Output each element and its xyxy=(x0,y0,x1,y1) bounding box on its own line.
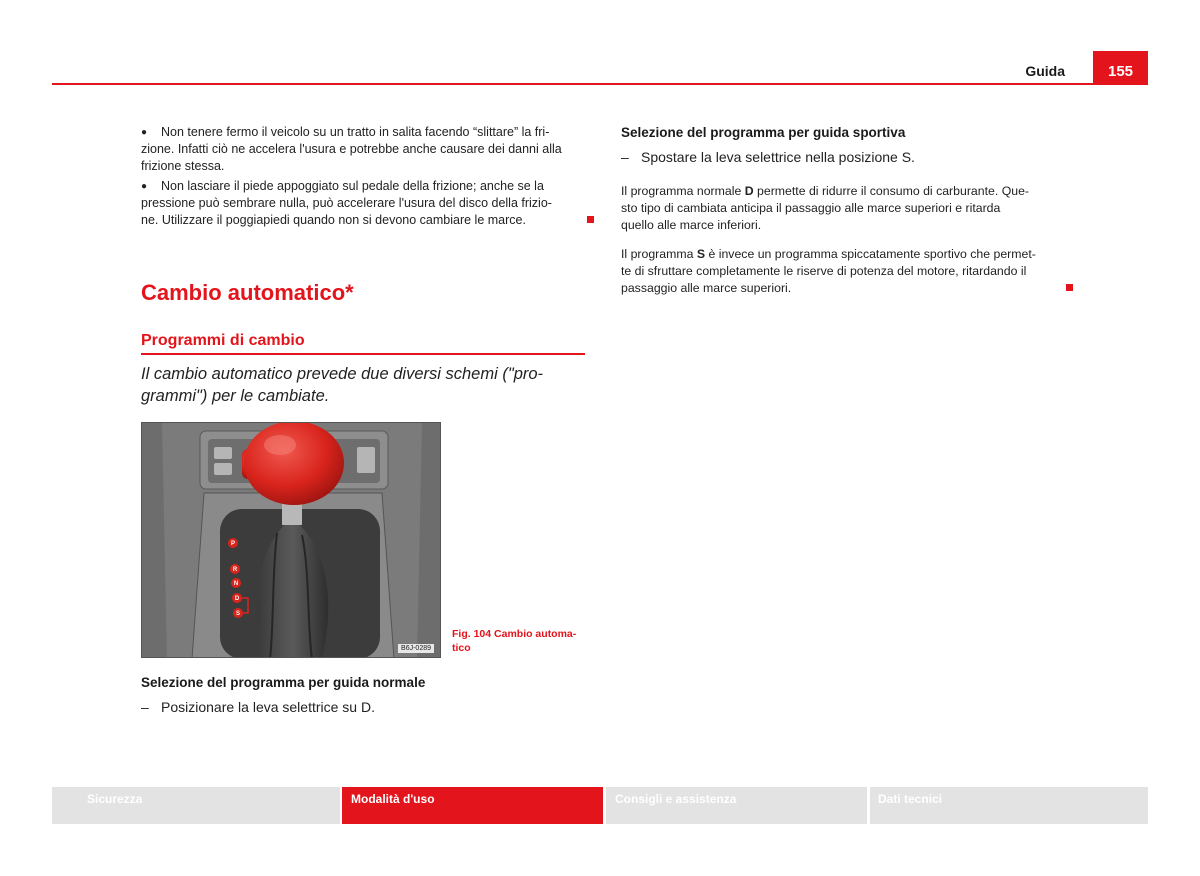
gear-shifter-illustration xyxy=(142,423,441,658)
figure-caption-line: Fig. 104 Cambio automa- xyxy=(452,628,577,640)
para-text: passaggio alle marce superiori. xyxy=(621,281,792,295)
figure-caption-line: tico xyxy=(452,642,471,654)
intro-line: Il cambio automatico prevede due diversi schemi ("pro- xyxy=(141,365,544,383)
gear-label-r: R xyxy=(232,567,238,573)
program-s-paragraph xyxy=(621,246,1066,297)
para-text: permette di ridurre il consumo di carburante. Que- xyxy=(753,184,1030,198)
para-bold: S xyxy=(696,247,706,261)
section-end-marker xyxy=(1066,284,1073,291)
figure-code: B6J-0289 xyxy=(398,644,434,653)
para-text: è invece un programma spiccatamente sportivo che permet- xyxy=(705,247,1036,261)
chapter-title: Cambio automatico* xyxy=(141,280,354,305)
bullet-item xyxy=(141,178,581,229)
section-end-marker xyxy=(587,216,594,223)
gear-label-d: D xyxy=(234,596,240,602)
bullet-item xyxy=(141,124,581,175)
gear-label-s: S xyxy=(235,611,241,617)
running-header-section: Guida xyxy=(1025,63,1065,79)
bullet-text: frizione stessa. xyxy=(141,159,225,173)
normal-program-step xyxy=(141,699,375,715)
sport-program-step xyxy=(621,149,915,165)
bullet-icon: ● xyxy=(141,181,148,192)
bullet-text: ne. Utilizzare il poggiapiedi quando non si devono cambiare le marce. xyxy=(141,213,526,227)
para-text: Il programma normale xyxy=(621,184,745,198)
page-number-box: 155 xyxy=(1093,51,1148,85)
para-text: sto tipo di cambiata anticipa il passaggio alle marce superiori e ritarda xyxy=(621,201,1001,215)
intro-line: grammi") per le cambiate. xyxy=(141,387,330,405)
bullet-icon: ● xyxy=(141,127,148,138)
header-rule xyxy=(52,83,1148,85)
intro-text xyxy=(141,363,581,407)
bullet-text: Non lasciare il piede appoggiato sul pedale della frizione; anche se la xyxy=(161,179,544,193)
subsection-title: Programmi di cambio xyxy=(141,332,305,349)
program-d-paragraph xyxy=(621,183,1066,234)
para-bold: D xyxy=(744,184,754,198)
bullet-text: zione. Infatti ciò ne accelera l'usura e potrebbe anche causare dei danni alla xyxy=(141,142,562,156)
subsection-rule xyxy=(141,353,585,355)
gear-label-n: N xyxy=(233,581,239,587)
normal-program-heading: Selezione del programma per guida normale xyxy=(141,675,426,690)
footer-tab-modalita-uso[interactable]: Modalità d'uso xyxy=(342,787,603,824)
gear-selector-figure xyxy=(141,422,441,658)
footer-tab-dati-tecnici[interactable]: Dati tecnici xyxy=(870,787,1148,824)
bullet-text: pressione può sembrare nulla, può accelerare l'usura del disco della frizio- xyxy=(141,196,552,210)
para-text: Il programma xyxy=(621,247,697,261)
step-text: Spostare la leva selettrice nella posizione S. xyxy=(641,149,915,165)
para-text: quello alle marce inferiori. xyxy=(621,218,762,232)
para-text: te di sfruttare completamente le riserve di potenza del motore, ritardando il xyxy=(621,264,1027,278)
footer-tab-consigli-assistenza[interactable]: Consigli e assistenza xyxy=(606,787,867,824)
sport-program-heading: Selezione del programma per guida sportiva xyxy=(621,125,906,140)
dash-icon: – xyxy=(621,149,629,165)
figure-caption xyxy=(452,627,587,655)
bullet-text: Non tenere fermo il veicolo su un tratto in salita facendo “slittare” la fri- xyxy=(161,125,550,139)
gear-label-p: P xyxy=(230,541,236,547)
dash-icon: – xyxy=(141,699,149,715)
step-text: Posizionare la leva selettrice su D. xyxy=(161,699,375,715)
footer-tab-sicurezza[interactable]: Sicurezza xyxy=(52,787,340,824)
